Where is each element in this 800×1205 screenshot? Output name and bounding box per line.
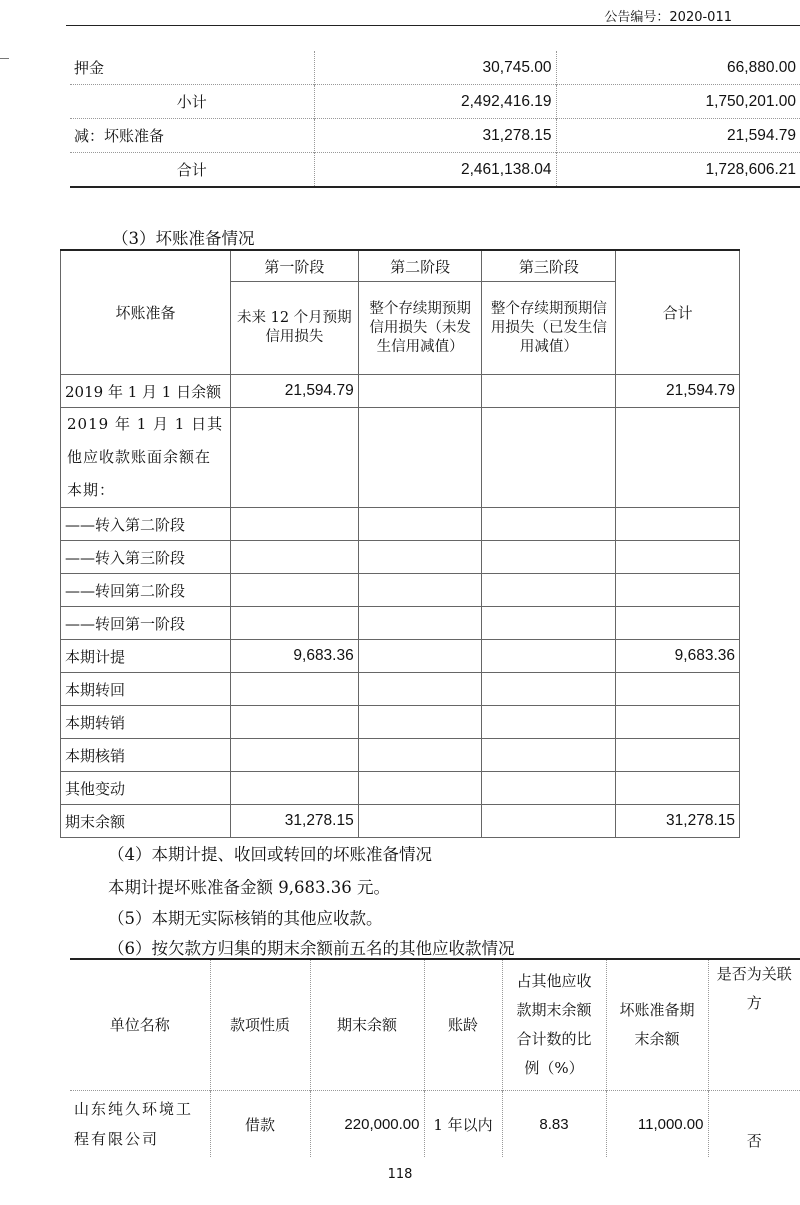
stage3-cell [482,673,616,706]
stage3-cell [482,772,616,805]
total-cell [616,739,740,772]
total-cell: 31,278.15 [616,805,740,838]
section-5-title: （5）本期无实际核销的其他应收款。 [108,909,383,928]
stage2-cell [358,640,482,673]
stage2-cell [358,739,482,772]
ratio-cell: 8.83 [502,1091,606,1158]
table-row [61,250,740,282]
amount-cell: 21,594.79 [556,119,800,153]
stage1-cell [230,739,358,772]
row-label: 本期核销 [61,739,231,772]
stage2-cell [358,805,482,838]
stage2-cell [358,706,482,739]
table-row [61,541,740,574]
stage3-cell [482,706,616,739]
amount-cell: 1,750,201.00 [556,85,800,119]
table-row [61,375,740,408]
header-rule [66,25,800,26]
table-row [61,772,740,805]
total-cell: 21,594.79 [616,375,740,408]
total-cell [616,508,740,541]
stage2-cell [358,408,482,508]
stage3-cell [482,607,616,640]
total-cell [616,574,740,607]
total-cell: 9,683.36 [616,640,740,673]
col-header-stage1: 第一阶段 [230,250,358,282]
col-header-stage2: 第二阶段 [358,250,482,282]
stage1-cell [230,408,358,508]
amount-cell: 30,745.00 [314,51,556,85]
stage2-cell [358,772,482,805]
other-receivables-summary-table [70,51,800,188]
row-label: 本期转销 [61,706,231,739]
row-label: ——转回第二阶段 [61,574,231,607]
table-row [61,574,740,607]
total-cell [616,706,740,739]
row-label: 小计 [70,85,314,119]
stage3-cell [482,508,616,541]
stage3-cell [482,541,616,574]
amount-cell: 66,880.00 [556,51,800,85]
table-row [61,408,740,508]
stage1-cell [230,607,358,640]
balance-cell: 220,000.00 [310,1091,424,1158]
table-row [61,739,740,772]
row-label: ——转入第三阶段 [61,541,231,574]
col-header-bad-debt: 坏账准备 [61,250,231,375]
col-header-ratio: 占其他应收款期末余额合计数的比例（%） [502,959,606,1091]
stage3-cell [482,408,616,508]
stage2-cell [358,375,482,408]
stage1-description: 未来 12 个月预期信用损失 [230,282,358,375]
page-number: 118 [387,1167,413,1182]
stage3-cell [482,739,616,772]
stage2-cell [358,574,482,607]
row-label: 2019 年 1 月 1 日余额 [61,375,231,408]
section-6-title: （6）按欠款方归集的期末余额前五名的其他应收款情况 [108,939,515,958]
table-row [70,119,800,153]
nature-cell: 借款 [210,1091,310,1158]
table-row [70,85,800,119]
table-row [61,640,740,673]
row-label: 合计 [70,153,314,188]
age-cell: 1 年以内 [424,1091,502,1158]
row-label: 减：坏账准备 [70,119,314,153]
col-header-nature: 款项性质 [210,959,310,1091]
row-label: ——转回第一阶段 [61,607,231,640]
table-row [61,805,740,838]
margin-mark [0,58,9,59]
table-row [70,51,800,85]
table-row [61,508,740,541]
bad-debt-provision-table [60,249,740,838]
stage3-description: 整个存续期预期信用损失（已发生信用减值） [482,282,616,375]
total-cell [616,673,740,706]
row-label: ——转入第二阶段 [61,508,231,541]
table-row [70,1091,800,1158]
row-label: 其他变动 [61,772,231,805]
table-row [61,607,740,640]
total-cell [616,772,740,805]
stage1-cell [230,772,358,805]
stage1-cell [230,706,358,739]
stage1-cell [230,673,358,706]
col-header-provision: 坏账准备期末余额 [606,959,708,1091]
row-label: 押金 [74,59,105,77]
stage1-cell [230,541,358,574]
total-cell [616,607,740,640]
total-cell [616,541,740,574]
amount-cell: 1,728,606.21 [556,153,800,188]
stage1-cell [230,508,358,541]
related-party-cell: 否 [708,1091,800,1158]
table-row [61,706,740,739]
col-header-age: 账龄 [424,959,502,1091]
col-header-related: 是否为关联方 [708,959,800,1091]
col-header-balance: 期末余额 [310,959,424,1091]
section-3-title: （3）坏账准备情况 [112,229,255,248]
provision-cell: 11,000.00 [606,1091,708,1158]
section-4-title: （4）本期计提、收回或转回的坏账准备情况 [108,845,432,864]
amount-cell: 2,492,416.19 [314,85,556,119]
table-row [70,959,800,1091]
table-row [70,153,800,188]
stage2-cell [358,607,482,640]
section-4-text: 本期计提坏账准备金额 9,683.36 元。 [108,878,390,897]
col-header-company: 单位名称 [70,959,210,1091]
col-header-stage3: 第三阶段 [482,250,616,282]
stage2-description: 整个存续期预期信用损失（未发生信用减值） [358,282,482,375]
stage2-cell [358,673,482,706]
col-header-total: 合计 [616,250,740,375]
stage1-cell: 31,278.15 [230,805,358,838]
stage3-cell [482,640,616,673]
stage3-cell [482,375,616,408]
stage2-cell [358,508,482,541]
stage2-cell [358,541,482,574]
row-label: 2019 年 1 月 1 日其他应收款账面余额在本期： [61,408,231,508]
company-name: 山东纯久环境工程有限公司 [70,1091,210,1158]
row-label: 期末余额 [61,805,231,838]
stage1-cell [230,574,358,607]
row-label: 本期计提 [61,640,231,673]
top-five-receivables-table [70,958,800,1157]
table-row [61,673,740,706]
stage1-cell: 9,683.36 [230,640,358,673]
amount-cell: 31,278.15 [314,119,556,153]
amount-cell: 2,461,138.04 [314,153,556,188]
stage3-cell [482,574,616,607]
announcement-number: 公告编号：2020-011 [604,10,732,25]
total-cell [616,408,740,508]
row-label: 本期转回 [61,673,231,706]
stage1-cell: 21,594.79 [230,375,358,408]
stage3-cell [482,805,616,838]
